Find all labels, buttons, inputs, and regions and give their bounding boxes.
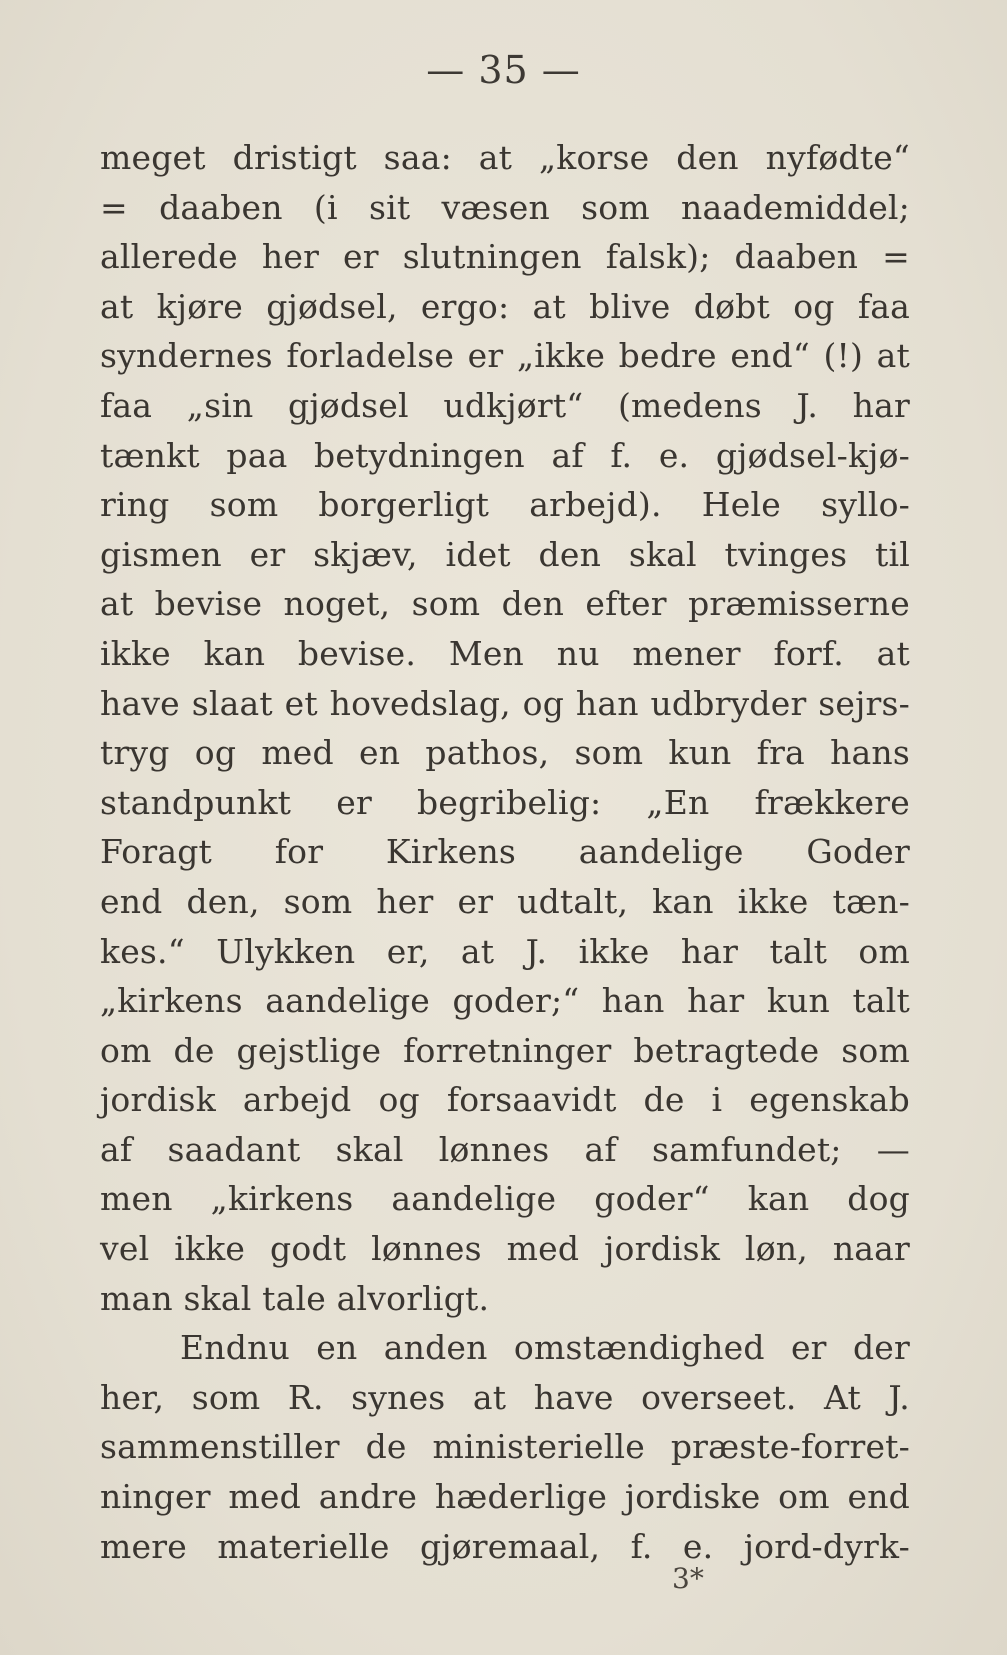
- text-line: vel ikke godt lønnes med jordisk løn, naar: [100, 1229, 910, 1269]
- text-line: her, som R. synes at have overseet. At J.: [100, 1377, 910, 1417]
- text-line: have slaat et hovedslag, og han udbryder sejrs-: [100, 683, 910, 723]
- text-line: at bevise noget, som den efter præmisserne: [100, 584, 910, 624]
- text-line: allerede her er slutningen falsk); daaben =: [100, 237, 910, 277]
- text-line: tænkt paa betydningen af f. e. gjødsel-kjø-: [100, 435, 910, 475]
- text-line: men „kirkens aandelige goder“ kan dog: [100, 1179, 910, 1219]
- text-line: = daaben (i sit væsen som naademiddel;: [100, 187, 910, 227]
- paragraph-first-line: Endnu en anden omstændighed er der: [180, 1328, 910, 1368]
- text-line: at kjøre gjødsel, ergo: at blive døbt og faa: [100, 286, 910, 326]
- text-line: ring som borgerligt arbejd). Hele syllo-: [100, 485, 910, 525]
- text-line: standpunkt er begribelig: „En frækkere: [100, 782, 910, 822]
- text-line: Foragt for Kirkens aandelige Goder: [100, 832, 910, 872]
- text-line: faa „sin gjødsel udkjørt“ (medens J. har: [100, 385, 910, 425]
- signature-mark: 3*: [672, 1562, 704, 1595]
- text-line: „kirkens aandelige goder;“ han har kun talt: [100, 981, 910, 1021]
- text-line: om de gejstlige forretninger betragtede som: [100, 1030, 910, 1070]
- text-line: sammenstiller de ministerielle præste-forret-: [100, 1427, 910, 1467]
- text-line: af saadant skal lønnes af samfundet; —: [100, 1129, 910, 1169]
- text-line: jordisk arbejd og forsaavidt de i egenskab: [100, 1080, 910, 1120]
- text-line: ikke kan bevise. Men nu mener forf. at: [100, 633, 910, 673]
- body-text: [100, 133, 910, 1571]
- paragraph-last-line: man skal tale alvorligt.: [100, 1278, 490, 1318]
- text-line: kes.“ Ulykken er, at J. ikke har talt om: [100, 931, 910, 971]
- text-line: mere materielle gjøremaal, f. e. jord-dyrk-: [100, 1526, 910, 1566]
- text-line: meget dristigt saa: at „korse den nyfødte“: [100, 138, 910, 177]
- text-line: ninger med andre hæderlige jordiske om end: [100, 1477, 910, 1517]
- text-line: end den, som her er udtalt, kan ikke tæn-: [100, 881, 910, 921]
- page-number: — 35 —: [426, 48, 581, 92]
- text-line: gismen er skjæv, idet den skal tvinges til: [100, 534, 910, 574]
- text-line: syndernes forladelse er „ikke bedre end“ (!) at: [100, 336, 910, 376]
- text-line: tryg og med en pathos, som kun fra hans: [100, 733, 910, 773]
